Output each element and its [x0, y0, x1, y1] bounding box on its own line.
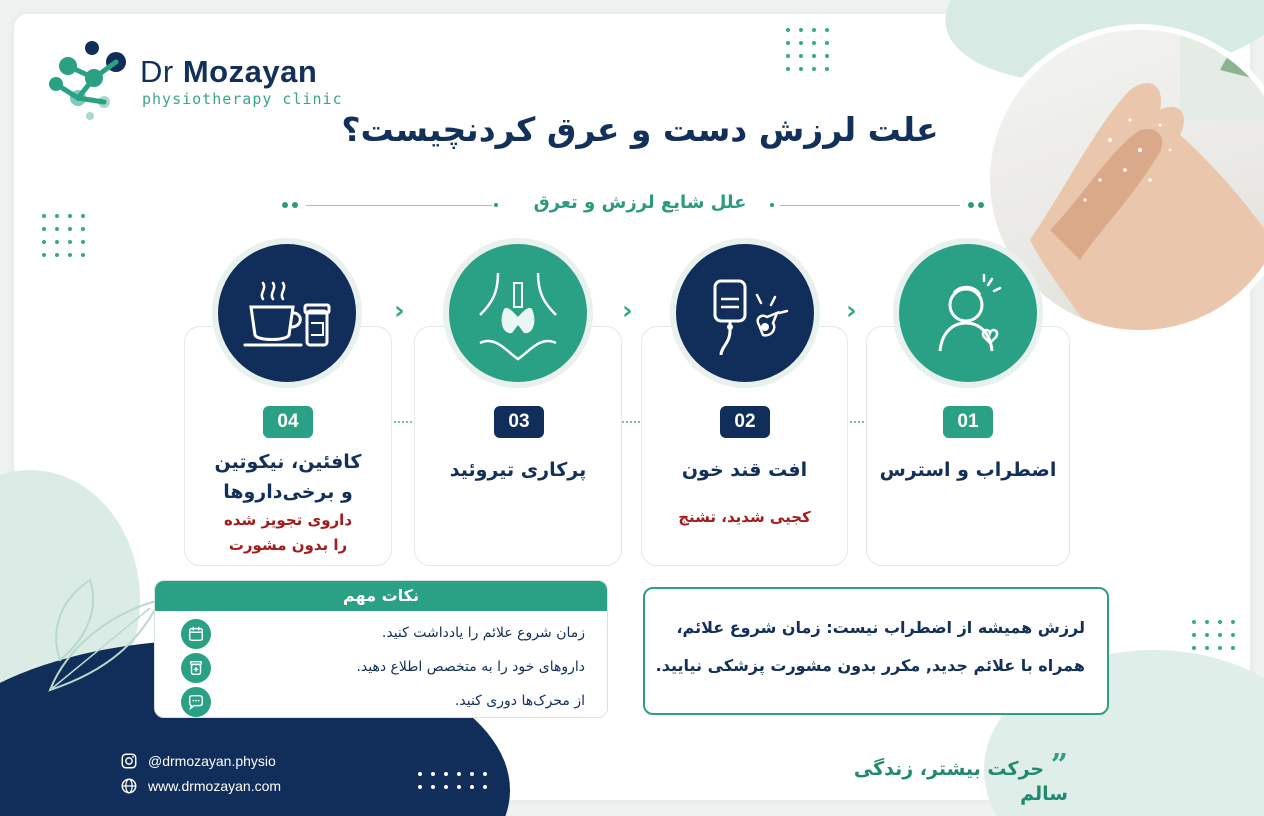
note-text: زمان شروع علائم را یادداشت کنید. [381, 625, 585, 641]
step-01-circle [893, 238, 1043, 388]
step-01-badge: 01 [943, 406, 993, 438]
calendar-icon [181, 619, 211, 649]
glucose-drip-icon [695, 263, 795, 363]
slogan [808, 748, 1068, 805]
step-02-title: افت قند خون [681, 459, 808, 481]
medicine-icon [181, 653, 211, 683]
note-text: داروهای خود را به متخصص اطلاع دهید. [356, 659, 585, 675]
decor-dot-grid [418, 772, 487, 789]
note-item [155, 653, 608, 685]
step-03-badge: 03 [494, 406, 544, 438]
warning-info-box [643, 587, 1109, 715]
brand-tagline: physiotherapy clinic [142, 90, 343, 108]
decor-dot-grid [786, 28, 829, 71]
chevron-right-icon: › [394, 296, 405, 326]
decor-dot-grid [42, 214, 85, 257]
info-line-2: همراه با علائم جدید, مکرر بدون مشورت پزشکی نیایید. [655, 656, 1085, 675]
step-04-note-line2: را بدون مشورت [228, 536, 348, 554]
chat-icon [181, 687, 211, 717]
step-02-note: کجیی شدید، تشنج [678, 508, 811, 526]
subtitle: علل شایع لرزش و تعرق [533, 192, 747, 213]
page-title: علت لرزش دست و عرق کردنچیست؟ [341, 110, 939, 149]
chevron-right-icon: › [846, 296, 857, 326]
step-02-circle [670, 238, 820, 388]
info-line-1: لرزش همیشه از اضطراب نیست: زمان شروع علائم، [676, 618, 1085, 637]
note-item [155, 619, 608, 651]
step-04-badge: 04 [263, 406, 313, 438]
anxious-person-icon [918, 263, 1018, 363]
step-04-circle [212, 238, 362, 388]
website-link[interactable] [120, 775, 281, 797]
website-url: www.drmozayan.com [148, 778, 282, 794]
globe-icon [120, 777, 138, 795]
brand-name: Dr Mozayan [140, 54, 318, 89]
step-04-note: داروی تجویز شده [223, 511, 353, 529]
coffee-cup-icon [237, 263, 337, 363]
thyroid-icon [468, 263, 568, 363]
step-04-title-line2: و برخی‌داروها [223, 481, 353, 503]
important-notes-box [154, 580, 608, 718]
instagram-handle: @drmozayan.physio [148, 753, 276, 769]
decor-dot-grid [1192, 620, 1235, 650]
logo-molecule-icon [42, 40, 132, 120]
note-text: از محرک‌ها دوری کنید. [454, 693, 585, 709]
clinic-logo[interactable] [40, 38, 350, 118]
step-03-circle [443, 238, 593, 388]
chevron-right-icon: › [622, 296, 633, 326]
notes-heading: نکات مهم [155, 581, 607, 611]
slogan-text: حرکت بیشتر، زندگی سالم [853, 758, 1068, 805]
step-03-title: پرکاری تیروئید [449, 459, 587, 481]
step-02-badge: 02 [720, 406, 770, 438]
steps-connector [318, 421, 948, 423]
quote-mark-icon: ” [1050, 748, 1068, 783]
step-04-title: کافئین، نیکوتین [214, 451, 362, 473]
subtitle-divider [280, 192, 990, 222]
instagram-icon [120, 752, 138, 770]
instagram-link[interactable] [120, 750, 276, 772]
note-item [155, 687, 608, 718]
step-01-title: اضطراب و استرس [879, 459, 1057, 481]
leaf-decor-icon [30, 560, 170, 700]
info-text [655, 609, 1085, 685]
